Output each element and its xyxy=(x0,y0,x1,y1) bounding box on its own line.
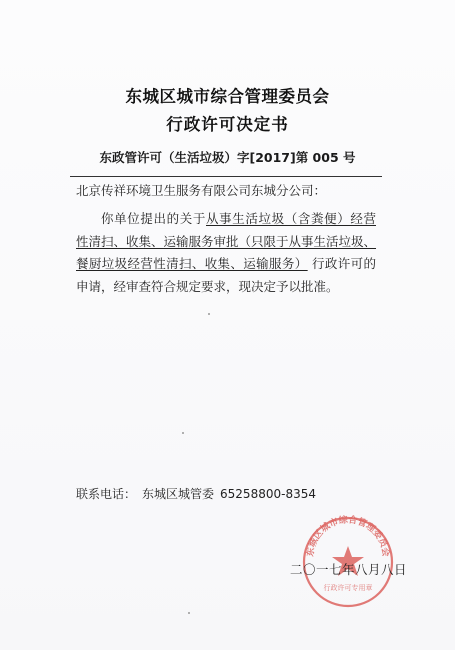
seal-subtext: 行政许可专用章 xyxy=(323,584,373,592)
body-intro: 你单位提出的关于 xyxy=(101,211,206,226)
contact-unit: 东城区城管委 xyxy=(142,487,215,501)
contact-label: 联系电话： xyxy=(76,487,137,501)
paper-speck xyxy=(188,612,190,614)
body-conclusion: 行政许可的申请，经审查符合规定要求，现决定予以批准。 xyxy=(76,256,376,294)
paper-speck xyxy=(182,432,184,434)
document-number: 东政管许可（生活垃圾）字[2017]第 005 号 xyxy=(99,150,356,165)
seal-text: 东城区城市综合管理委员会 xyxy=(305,515,391,558)
decision-body xyxy=(76,208,376,298)
contact-phone: 65258800-8354 xyxy=(220,487,316,501)
document-title: 行政许可决定书 xyxy=(166,115,289,134)
header-divider xyxy=(70,176,382,177)
issuing-organization: 东城区城市综合管理委员会 xyxy=(125,87,330,106)
paper-speck xyxy=(208,313,210,315)
issue-date: 二〇一七年八月八日 xyxy=(290,562,408,577)
contact-line xyxy=(76,485,322,502)
licensed-item: 从事生活垃圾（含粪便）经营性清扫、收集、运输服务审批（只限于从事生活垃圾、餐厨垃圾经营性清扫、收集、运输服务） xyxy=(76,211,377,271)
addressee: 北京传祥环境卫生服务有限公司东城分公司： xyxy=(76,183,327,198)
